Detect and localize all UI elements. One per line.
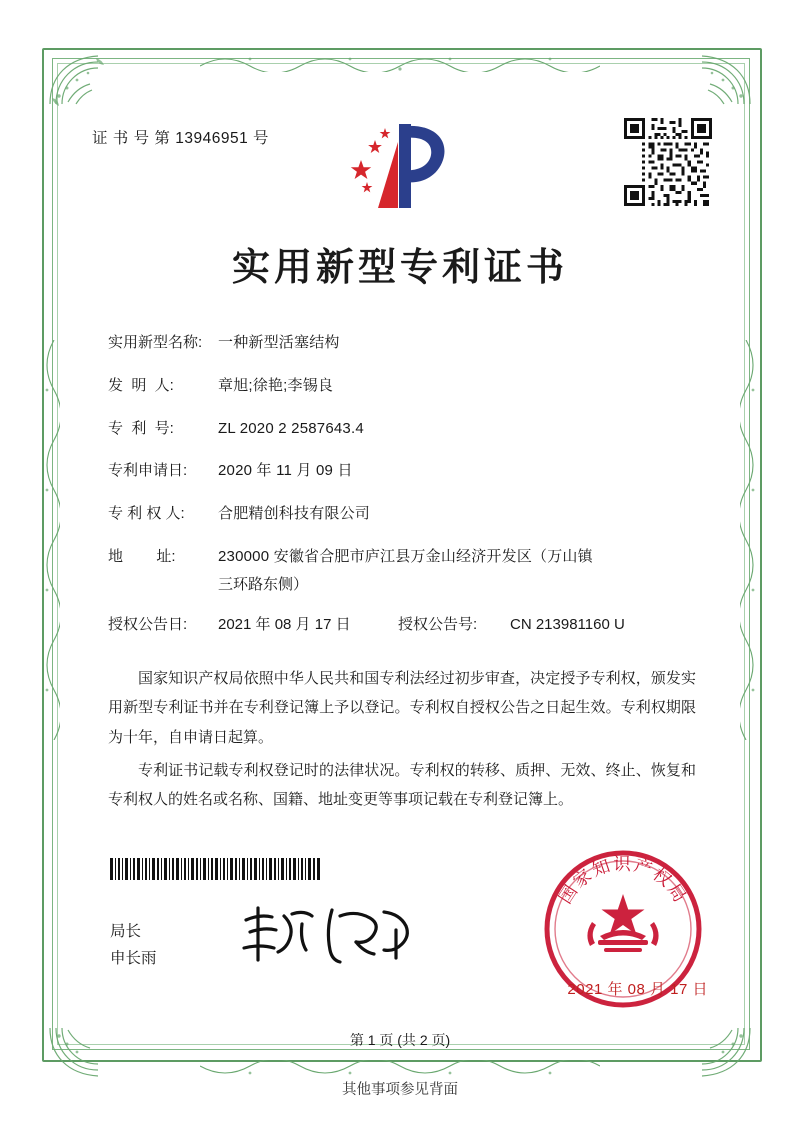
field-value: 2020 年 11 月 09 日 xyxy=(218,462,353,480)
edge-ornament-icon xyxy=(38,340,60,740)
field-label: 授权公告号: xyxy=(398,615,478,633)
seal-date: 2021 年 08 月 17 日 xyxy=(567,981,708,998)
field-label: 专利申请日: xyxy=(108,462,188,480)
field-label: 专 利 权 人: xyxy=(108,505,185,522)
field-value: 一种新型活塞结构 xyxy=(218,334,340,351)
field-value: 2021 年 08 月 17 日 xyxy=(218,615,351,633)
field-address xyxy=(108,546,698,568)
field-label: 授权公告日: xyxy=(108,615,188,633)
handwritten-signature xyxy=(236,900,426,970)
field-label: 发 明 人: xyxy=(108,376,174,394)
field-value: 章旭;徐艳;李锡良 xyxy=(218,376,334,394)
field-value: 合肥精创科技有限公司 xyxy=(218,505,371,522)
footer-note: 其他事项参见背面 xyxy=(342,1082,458,1098)
qr-code-icon xyxy=(624,118,712,206)
field-list xyxy=(108,332,698,656)
certificate-number: 证 书 号 第 13946951 号 xyxy=(92,130,269,147)
page-title: 实用新型专利证书 xyxy=(231,244,568,289)
corner-ornament-icon xyxy=(46,52,124,108)
signature-name: 申长雨 xyxy=(110,950,157,968)
legal-paragraph-2: 专利证书记载专利权登记时的法律状况。专利权的转移、质押、无效、终止、恢复和专利权人的姓名或名称、国籍、地址变更等事项记载在专利登记簿上。 xyxy=(108,761,696,808)
barcode-icon xyxy=(110,858,322,880)
field-value: CN 213981160 U xyxy=(510,615,625,633)
field-value: ZL 2020 2 2587643.4 xyxy=(218,419,364,437)
corner-ornament-icon xyxy=(676,52,754,108)
field-grant-announcement xyxy=(108,614,698,636)
field-patent-number xyxy=(108,418,698,440)
legal-paragraph-1: 国家知识产权局依照中华人民共和国专利法经过初步审查，决定授予专利权，颁发实用新型专利证书并在专利登记簿上予以登记。专利权自授权公告之日起生效。专利权期限为十年，自申请日起算。 xyxy=(108,670,696,746)
field-label: 专 利 号: xyxy=(108,419,174,437)
edge-ornament-icon xyxy=(740,340,762,740)
field-value: 230000 安徽省合肥市庐江县万金山经济开发区（万山镇 xyxy=(218,547,593,565)
signature-block xyxy=(110,918,157,972)
cnipa-logo-icon xyxy=(345,112,455,217)
field-address-line2: 三环路东侧） xyxy=(218,575,309,593)
edge-ornament-icon xyxy=(200,50,600,72)
field-utility-model-name xyxy=(108,332,698,354)
field-inventors xyxy=(108,375,698,397)
field-application-date xyxy=(108,460,698,482)
field-label: 地 址: xyxy=(108,547,176,565)
legal-body-text xyxy=(108,664,696,818)
field-patentee xyxy=(108,503,698,525)
page-indicator: 第 1 页 (共 2 页) xyxy=(349,1032,451,1048)
svg-text:国家知识产权局: 国家知识产权局 xyxy=(555,855,691,908)
field-label: 实用新型名称: xyxy=(108,334,203,351)
signature-title: 局长 xyxy=(110,923,142,940)
